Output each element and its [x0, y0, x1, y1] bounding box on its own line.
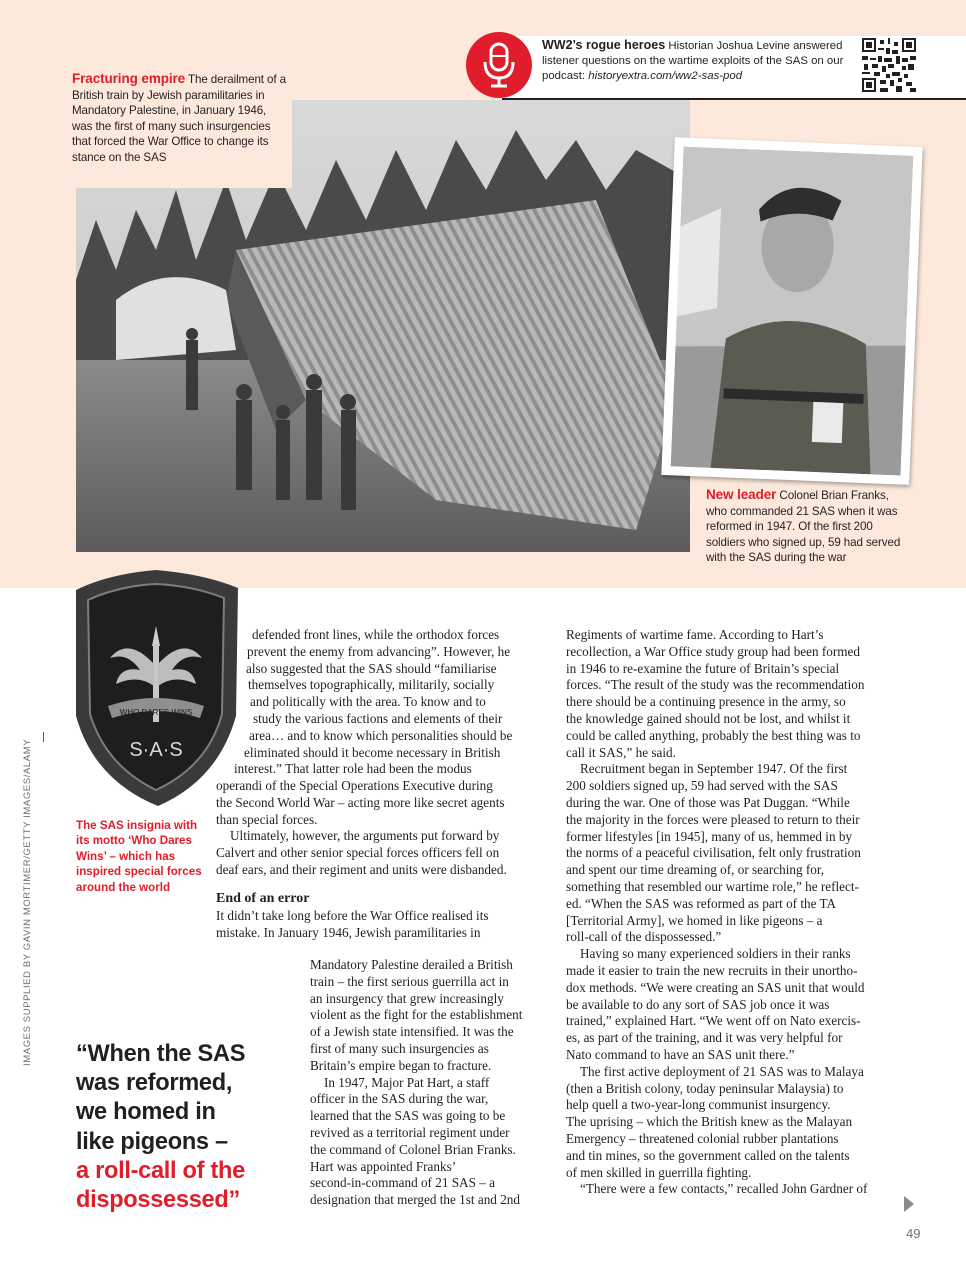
leader-caption-heading: New leader — [706, 487, 777, 502]
column-one-narrow — [310, 957, 550, 1209]
podcast-description: Historian Joshua Levine answered listener questions on the wartime exploits of the SAS on our podcast: — [542, 40, 844, 82]
text-line: the command of Colonel Brian Franks. — [310, 1141, 516, 1157]
pull-quote — [76, 1040, 276, 1215]
text-line: the knowledge gained should not be lost, and whilst it — [566, 710, 851, 726]
text-line: in 1946 to re-examine the future of Britain’s special — [566, 660, 840, 676]
text-line: Ultimately, however, the arguments put forward by — [230, 828, 500, 844]
text-line: mistake. In January 1946, Jewish paramilitaries in — [216, 924, 481, 940]
text-line: during the war. One of those was Pat Duggan. “While — [566, 794, 850, 810]
train-caption — [72, 71, 288, 166]
text-line: Britain’s empire began to fracture. — [310, 1057, 492, 1073]
text-line: recollection, a War Office study group had been formed — [566, 643, 860, 659]
text-line: (then a British colony, today peninsular Malaysia) to — [566, 1080, 844, 1096]
text-line: Calvert and other senior special forces officers fell on — [216, 845, 500, 861]
pull-quote-line-highlight: a roll-call of the — [76, 1157, 245, 1184]
badge-letters: S·A·S — [129, 739, 183, 761]
text-line: also suggested that the SAS should “familiarise — [246, 660, 497, 676]
text-line: something that resembled our wartime role,” he reflect- — [566, 878, 859, 894]
text-line: “There were a few contacts,” recalled John Gardner of — [580, 1181, 868, 1197]
column-two — [566, 627, 902, 1198]
text-line: Hart was appointed Franks’ — [310, 1158, 457, 1174]
text-line: the Second World War – acting more like secret agents — [216, 794, 505, 810]
pull-quote-line: we homed in — [76, 1099, 216, 1126]
text-line: violent as the fight for the establishment — [310, 1007, 523, 1023]
text-line: first of many such insurgencies as — [310, 1040, 489, 1056]
text-line: 200 soldiers signed up, 59 had served with the SAS — [566, 778, 838, 794]
pull-quote-line-highlight: dispossessed” — [76, 1187, 240, 1214]
text-line: In 1947, Major Pat Hart, a staff — [324, 1074, 490, 1090]
leader-caption — [706, 487, 906, 566]
train-caption-heading: Fracturing empire — [72, 71, 186, 86]
text-line: Having so many experienced soldiers in their ranks — [580, 946, 851, 962]
text-line: and tin mines, so the government called on the talents — [566, 1147, 850, 1163]
podcast-badge — [466, 32, 532, 98]
text-line: eliminated should it become necessary in British — [244, 744, 501, 760]
text-line: study the various factions and elements of their — [253, 710, 503, 726]
text-line: It didn’t take long before the War Office realised its — [216, 907, 489, 923]
text-line: and politically with the area. To know and to — [250, 694, 486, 710]
text-line: second-in-command of 21 SAS – a — [310, 1175, 495, 1191]
text-line: the norms of a peaceful civilisation, felt only frustration — [566, 845, 861, 861]
text-line: forces. “The result of the study was the recommendation — [566, 677, 865, 693]
microphone-icon — [466, 32, 532, 98]
pull-quote-line: was reformed, — [76, 1070, 233, 1097]
text-line: ed. “When the SAS was reformed as part of the TA — [566, 895, 837, 911]
text-line: there should be a continuing presence in the army, so — [566, 694, 846, 710]
text-line: trained,” explained Hart. “We went off on Nato exercis- — [566, 1013, 861, 1029]
badge-motto: WHO DARES WINS — [119, 708, 193, 717]
qr-code-icon[interactable] — [862, 38, 916, 92]
text-line: Emergency – threatened colonial rubber plantations — [566, 1130, 839, 1146]
pull-quote-line: like pigeons – — [76, 1128, 228, 1155]
text-line: the majority in the forces were pleased to return to their — [566, 811, 860, 827]
brian-franks-photo-frame — [661, 137, 922, 485]
text-line: than special forces. — [216, 811, 318, 827]
text-line: could be called anything, probably the best thing was to — [566, 727, 861, 743]
subheading: End of an error — [216, 890, 310, 906]
podcast-text — [542, 38, 852, 84]
page-number: 49 — [906, 1226, 921, 1241]
podcast-title: WW2’s rogue heroes — [542, 38, 666, 52]
text-line: revived as a territorial regiment under — [310, 1124, 510, 1140]
text-line: designation that merged the 1st and 2nd — [310, 1192, 520, 1208]
text-line: officer in the SAS during the war, — [310, 1091, 489, 1107]
text-line: train – the first serious guerrilla act in — [310, 973, 509, 989]
column-one-wrap — [0, 627, 550, 778]
text-line: Nato command to have an SAS unit there.” — [566, 1046, 795, 1062]
text-line: Regiments of wartime fame. According to Hart’s — [566, 627, 824, 642]
text-line: made it easier to train the new recruits in their unortho- — [566, 962, 858, 978]
train-caption-text: The derailment of a British train by Jewish paramilitaries in Mandatory Palestine, in January 1946, was the first of many such insurgencies that forced the War Office to change its stance on the SAS — [72, 73, 286, 164]
text-line: es, as part of the training, and it was very helpful for — [566, 1030, 843, 1046]
text-line: and spent our time dreaming of, or searching for, — [566, 862, 825, 878]
text-line: of a Jewish state intensified. It was the — [310, 1024, 514, 1040]
text-line: roll-call of the dispossessed.” — [566, 929, 722, 945]
text-line: learned that the SAS was going to be — [310, 1108, 506, 1124]
text-line: dox methods. “We were creating an SAS unit that would — [566, 979, 865, 995]
continue-arrow-icon — [904, 1196, 914, 1212]
pull-quote-line: “When the SAS — [76, 1041, 246, 1067]
text-line: operandi of the Special Operations Executive during — [216, 778, 493, 793]
text-line: be available to do any sort of SAS job once it was — [566, 996, 830, 1012]
text-line: Mandatory Palestine derailed a British — [310, 957, 513, 972]
text-line: The uprising – which the British knew as the Malayan — [566, 1114, 853, 1130]
text-line: of men skilled in guerrilla fighting. — [566, 1164, 752, 1180]
text-line: area… and to know which personalities should be — [249, 727, 513, 743]
text-line: [Territorial Army], we homed in like pigeons – a — [566, 912, 823, 928]
text-line: deaf ears, and their regiment and units were disbanded. — [216, 861, 507, 877]
badge-caption: The SAS insignia with its motto ‘Who Dares Wins’ – which has inspired special forces around the world — [76, 819, 202, 894]
text-line: call it SAS,” he said. — [566, 744, 676, 760]
text-line: interest.” That latter role had been the modus — [234, 761, 472, 777]
text-line: Recruitment began in September 1947. Of the first — [580, 761, 848, 777]
column-one — [216, 778, 546, 941]
brian-franks-photo — [671, 147, 914, 476]
leader-caption-text: Colonel Brian Franks, who commanded 21 SAS when it was reformed in 1947. Of the first 200 soldiers who signed up, 59 had served with the SAS during the war — [706, 489, 901, 565]
text-line: The first active deployment of 21 SAS was to Malaya — [580, 1063, 864, 1079]
text-line: defended front lines, while the orthodox forces — [252, 627, 500, 642]
text-line: themselves topographically, militarily, socially — [248, 677, 495, 693]
text-line: an insurgency that grew increasingly — [310, 990, 504, 1006]
podcast-url[interactable]: historyextra.com/ww2-sas-pod — [588, 70, 743, 82]
text-line: help quell a two-year-long communist insurgency. — [566, 1097, 831, 1113]
text-line: former lifestyles [in 1945], many of us, hemmed in by — [566, 828, 853, 844]
image-credit: IMAGES SUPPLIED BY GAVIN MORTIMER/GETTY IMAGES/ALAMY — [22, 738, 33, 1066]
text-line: prevent the enemy from advancing”. However, he — [247, 643, 511, 659]
